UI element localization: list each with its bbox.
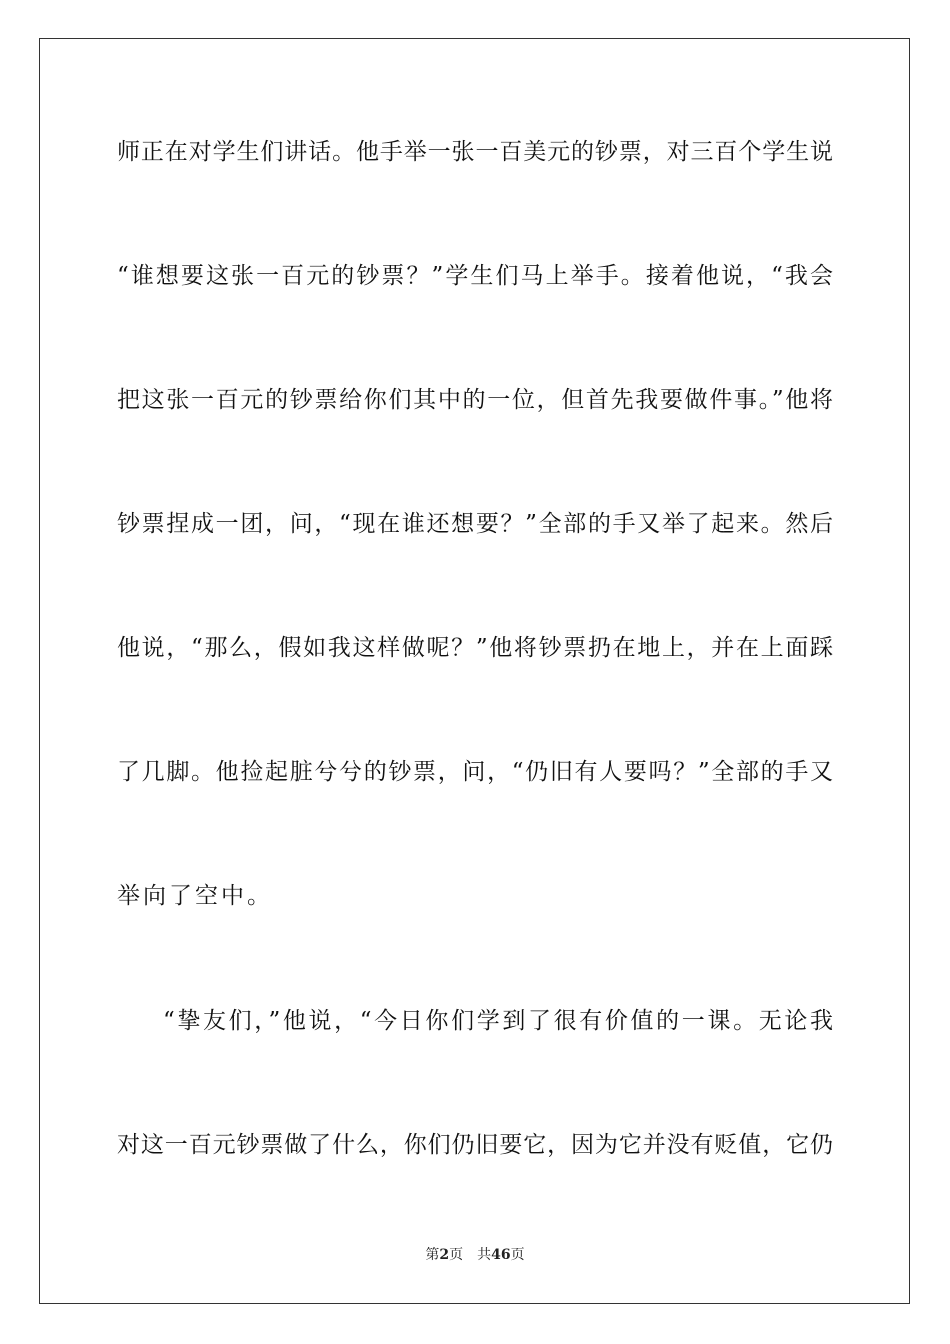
page-footer bbox=[0, 1245, 950, 1265]
text-line: 钞票捏成一团，问，“现在谁还想要？”全部的手又举了起来。然后 bbox=[117, 511, 833, 537]
text-line: 把这张一百元的钞票给你们其中的一位，但首先我要做件事。”他将 bbox=[117, 387, 833, 413]
page-suffix: 页 bbox=[449, 1247, 464, 1263]
total-pages: 46 bbox=[491, 1247, 511, 1263]
page-prefix: 第 bbox=[425, 1247, 440, 1263]
total-suffix: 页 bbox=[510, 1247, 525, 1263]
text-line: 对这一百元钞票做了什么，你们仍旧要它，因为它并没有贬值，它仍 bbox=[117, 1132, 833, 1158]
text-line: 举向了空中。 bbox=[117, 883, 273, 909]
text-line: “谁想要这张一百元的钞票？”学生们马上举手。接着他说，“我会 bbox=[117, 263, 833, 289]
text-line: 师正在对学生们讲话。他手举一张一百美元的钞票，对三百个学生说 bbox=[117, 139, 833, 165]
text-line: 他说，“那么，假如我这样做呢？”他将钞票扔在地上，并在上面踩 bbox=[117, 635, 833, 661]
page-number: 2 bbox=[439, 1247, 450, 1263]
paragraph-first-line: “挚友们，”他说，“今日你们学到了很有价值的一课。无论我 bbox=[163, 1008, 833, 1034]
page-border bbox=[39, 38, 910, 1304]
text-line: 了几脚。他捡起脏兮兮的钞票，问，“仍旧有人要吗？”全部的手又 bbox=[117, 759, 833, 785]
total-prefix: 共 bbox=[477, 1247, 492, 1263]
